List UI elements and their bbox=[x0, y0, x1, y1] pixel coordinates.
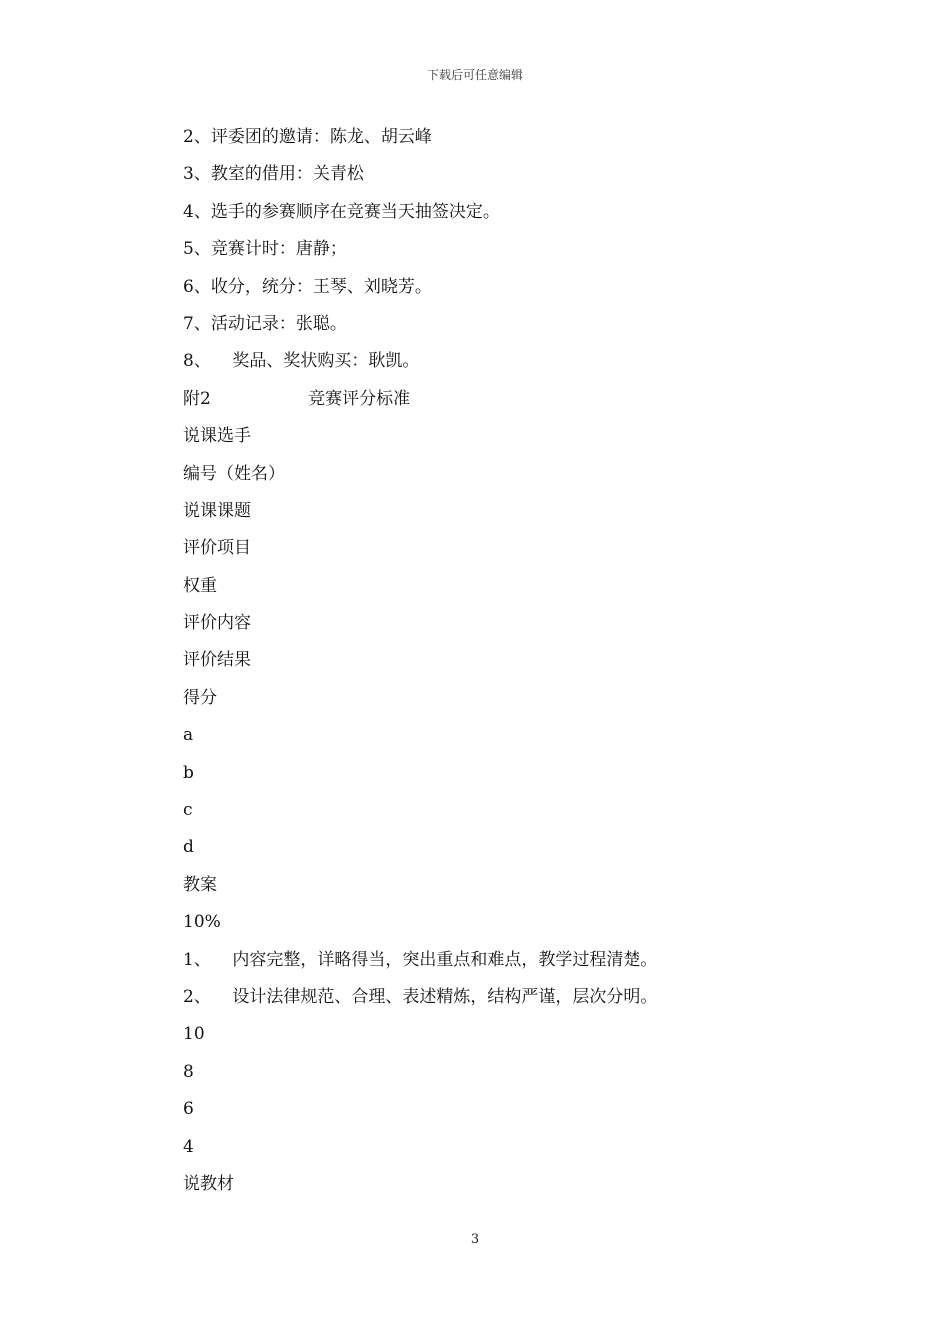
text-line: 2、评委团的邀请：陈龙、胡云峰 bbox=[183, 127, 432, 147]
text-line: 4、选手的参赛顺序在竞赛当天抽签决定。 bbox=[183, 201, 500, 222]
page-number: 3 bbox=[470, 1232, 480, 1247]
text-line: 6、收分，统分：王琴、刘晓芳。 bbox=[183, 276, 432, 297]
page-header: 下载后可任意编辑 bbox=[426, 68, 523, 82]
text-line: c bbox=[183, 800, 193, 821]
text-line: 8、 奖品、奖状购买：耿凯。 bbox=[183, 351, 420, 372]
text-line: 1、 内容完整，详略得当，突出重点和难点，教学过程清楚。 bbox=[183, 949, 658, 970]
text-line: 6 bbox=[183, 1099, 194, 1120]
text-line: 7、活动记录：张聪。 bbox=[183, 313, 347, 334]
text-line: a bbox=[183, 725, 194, 746]
text-line: 说课选手 bbox=[183, 426, 251, 447]
text-line: 评价项目 bbox=[183, 538, 251, 559]
text-line: 4 bbox=[183, 1136, 194, 1157]
text-line: 编号（姓名） bbox=[183, 463, 285, 484]
text-line: d bbox=[183, 837, 194, 858]
text-line: 教案 bbox=[183, 874, 217, 895]
text-line: 评价内容 bbox=[183, 613, 251, 634]
text-line: 评价结果 bbox=[183, 650, 251, 671]
text-line: 说教材 bbox=[183, 1173, 234, 1194]
text-line: 10 bbox=[183, 1024, 205, 1045]
text-line: 权重 bbox=[183, 575, 217, 596]
text-line: 得分 bbox=[183, 687, 217, 708]
text-line: b bbox=[183, 762, 194, 783]
document-body bbox=[183, 119, 783, 1203]
text-line: 说课课题 bbox=[183, 500, 251, 521]
section-heading: 附2 竞赛评分标准 bbox=[183, 388, 411, 409]
text-line: 3、教室的借用：关青松 bbox=[183, 164, 364, 185]
text-line: 2、 设计法律规范、合理、表述精炼，结构严谨，层次分明。 bbox=[183, 986, 658, 1007]
text-line: 5、竞赛计时：唐静； bbox=[183, 239, 347, 260]
text-line: 8 bbox=[183, 1061, 194, 1082]
text-line: 10% bbox=[183, 912, 221, 933]
